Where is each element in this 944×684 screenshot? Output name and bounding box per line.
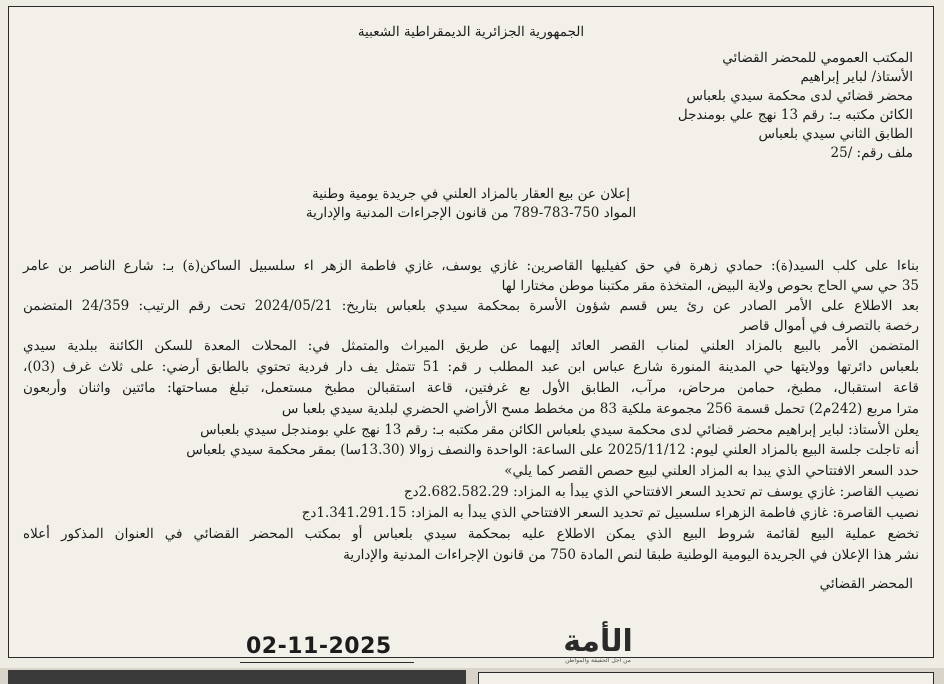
office-address: الكائن مكتبه بـ: رقم 13 نهج علي بومندجل	[677, 107, 913, 123]
price-minor-1: نصيب القاصر: غازي يوسف تم تحديد السعر الافتتاحي الذي يبدأ به المزاد: 2.682.582.29دج	[403, 484, 919, 500]
bailiff-name: الأستاذ/ لباير إبراهيم	[800, 69, 913, 85]
newspaper-logo	[535, 624, 661, 665]
body-line-8: مترا مربع (242م2) تحمل قسمة 256 مجموعة ملكية 83 من مخطط مسح الأراضي الحضري لبلدية سيدي بلعبا س	[281, 401, 919, 417]
publication-date: 02-11-2025	[246, 634, 392, 659]
body-line-4: رخصة بالتصرف في أموال قاصر	[740, 318, 919, 334]
republic-heading: الجمهورية الجزائرية الديمقراطية الشعبية	[357, 24, 585, 40]
logo-tagline: من اجل الحقيقة والمواطن	[565, 657, 631, 664]
office-name: المكتب العمومي للمحضر القضائي	[722, 50, 913, 66]
legal-notice	[8, 6, 934, 664]
body-line-1: بناءا على كلب السيد(ة): حمادي زهرة في حق كفيليها القاصرين: غازي يوسف، غازي فاطمة الزهر اء سلسبيل الساكن(ة) بـ: شارع الناصر بن عامر	[23, 258, 919, 274]
body-line-6: بلعباس دائرتها وولايتها حي المدينة المنورة شارع عباس ابن عبد المطلب ر قم: 51 تتمثل يف دار فردية تحتوي بالطابق أرضي: على ثلاث غرف (03)،	[23, 359, 919, 375]
body-line-5: المتضمن الأمر بالبيع بالمزاد العلني لمناب القصر العائد إليهما عن طريق الميراث والمتمثل في: المحلات المعدة للسكن الكائنة ببلدية سيدي	[23, 338, 919, 354]
body-line-14: تخضع عملية البيع لقائمة شروط البيع الذي يمكن الاطلاع عليه بمحكمة سيدي بلعباس أو بمكتب المحضر القضائي في العنوان المذكور أعلاه	[23, 526, 919, 542]
body-line-10: أنه تاجلت جلسة البيع بالمزاد العلني ليوم: 2025/11/12 على الساعة: الواحدة والنصف زوالا (13.30سا) بمقر محكمة سيدي بلعباس	[186, 442, 919, 458]
file-number: ملف رقم: /25	[830, 145, 913, 161]
adjacent-article-edge	[478, 672, 934, 684]
body-line-3: بعد الاطلاع على الأمر الصادر عن رئ يس قسم شؤون الأسرة بمحكمة سيدي بلعباس بتاريخ: 2024/05/21 تحت رقم الرتيب: 24/359 المتضمن	[23, 298, 919, 314]
logo-wordmark: الأمة	[563, 624, 633, 659]
date-underline	[240, 662, 414, 663]
signature: المحضر القضائي	[819, 576, 913, 592]
body-line-7: قاعة استقبال، مطبخ، حمامن مرحاض، مرآب، الطابق الأول بع غرفتين، قاعة استقبالن مطبخ مستعمل، تبلغ مساحتها: مائتين واثنان وأربعون	[23, 380, 919, 396]
body-line-15: نشر هذا الإعلان في الجريدة اليومية الوطنية طبقا لنص المادة 750 من قانون الإجراءات المدنية والإدارية	[343, 547, 919, 563]
adjacent-photo-edge	[8, 670, 466, 684]
court-line: محضر قضائي لدى محكمة سيدي بلعباس	[686, 88, 913, 104]
body-line-2: 35 حي سي الحاج بحوص ولاية البيض، المتخذة مقر مكتبنا موطن مختارا لها	[501, 278, 919, 294]
office-floor: الطابق الثاني سيدي بلعباس	[758, 126, 913, 142]
notice-legal-articles: المواد 750-783-789 من قانون الإجراءات المدنية والإدارية	[305, 205, 637, 221]
body-line-11: حدد السعر الافتتاحي الذي يبدا به المزاد العلني لبيع حصص القصر كما يلي»	[504, 463, 919, 479]
notice-title: إعلان عن بيع العقار بالمزاد العلني في جريدة يومية وطنية	[311, 186, 631, 202]
price-minor-2: نصيب القاصرة: غازي فاطمة الزهراء سلسبيل تم تحديد السعر الافتتاحي الذي يبدأ به المزاد: 1.341.291.15دج	[301, 505, 919, 521]
body-line-9: يعلن الأستاذ: لباير إبراهيم محضر قضائي لدى محكمة سيدي بلعباس الكائن مقر مكتبه بـ: رقم 13 نهج علي بومندجل سيدي بلعباس	[200, 422, 919, 438]
